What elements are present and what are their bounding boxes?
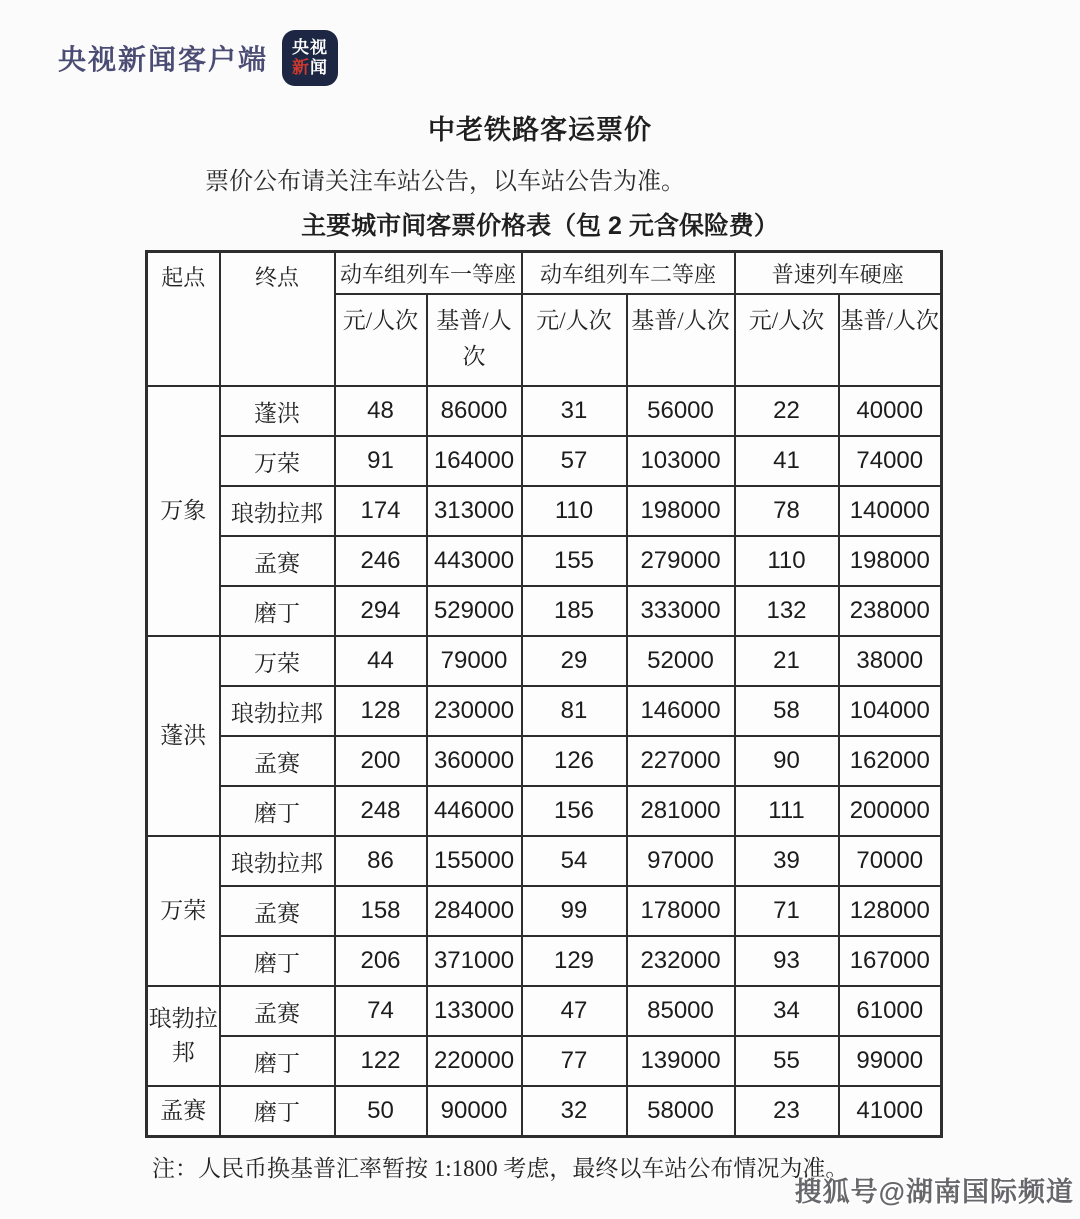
table-row [147,686,942,736]
col-header-origin: 起点 [147,252,220,387]
fare-value-cell: 200 [335,736,427,786]
fare-table-body [147,386,942,1136]
fare-value-cell: 162000 [839,736,942,786]
origin-cell: 万象 [147,386,220,636]
table-row [147,1086,942,1136]
fare-value-cell: 156 [522,786,627,836]
col-group-regular-hard-seat: 普速列车硬座 [735,252,942,295]
watermark: 搜狐号@湖南国际频道 [794,1177,1074,1207]
destination-cell: 琅勃拉邦 [220,836,335,886]
fare-value-cell: 294 [335,586,427,636]
col-header-destination: 终点 [220,252,335,387]
fare-value-cell: 126 [522,736,627,786]
fare-value-cell: 71 [735,886,839,936]
fare-value-cell: 140000 [839,486,942,536]
unit-header-kip-1: 基普/人次 [427,294,522,386]
footnote: 注：人民币换基普汇率暂按 1:1800 考虑，最终以车站公布情况为准。 [152,1155,849,1181]
fare-value-cell: 158 [335,886,427,936]
cctv-news-app-icon [282,30,338,86]
unit-header-kip-3: 基普/人次 [839,294,942,386]
app-icon-line1: 央视 [292,38,329,58]
fare-value-cell: 139000 [627,1036,735,1086]
table-row [147,986,942,1036]
fare-value-cell: 110 [735,536,839,586]
fare-value-cell: 446000 [427,786,522,836]
fare-value-cell: 248 [335,786,427,836]
fare-value-cell: 443000 [427,536,522,586]
table-header-row-1 [147,252,942,295]
fare-value-cell: 128000 [839,886,942,936]
fare-value-cell: 74000 [839,436,942,486]
app-icon-char-xin: 新 [292,58,311,77]
destination-cell: 磨丁 [220,1036,335,1086]
fare-value-cell: 41 [735,436,839,486]
fare-value-cell: 185 [522,586,627,636]
fare-value-cell: 360000 [427,736,522,786]
fare-value-cell: 99000 [839,1036,942,1086]
notice-text: 票价公布请关注车站公告，以车站公告为准。 [205,169,685,195]
fare-value-cell: 167000 [839,936,942,986]
fare-value-cell: 93 [735,936,839,986]
fare-value-cell: 155 [522,536,627,586]
fare-value-cell: 23 [735,1086,839,1136]
unit-header-yuan-2: 元/人次 [522,294,627,386]
fare-value-cell: 38000 [839,636,942,686]
fare-value-cell: 110 [522,486,627,536]
fare-value-cell: 34 [735,986,839,1036]
fare-value-cell: 313000 [427,486,522,536]
fare-value-cell: 279000 [627,536,735,586]
fare-table [145,250,943,1138]
fare-value-cell: 54 [522,836,627,886]
fare-value-cell: 128 [335,686,427,736]
fare-value-cell: 31 [522,386,627,436]
fare-value-cell: 132 [735,586,839,636]
fare-value-cell: 41000 [839,1086,942,1136]
table-row [147,636,942,686]
destination-cell: 万荣 [220,436,335,486]
destination-cell: 蓬洪 [220,386,335,436]
origin-cell: 万荣 [147,836,220,986]
fare-value-cell: 122 [335,1036,427,1086]
table-row [147,436,942,486]
destination-cell: 磨丁 [220,786,335,836]
fare-value-cell: 103000 [627,436,735,486]
fare-value-cell: 44 [335,636,427,686]
fare-value-cell: 281000 [627,786,735,836]
fare-value-cell: 58000 [627,1086,735,1136]
fare-value-cell: 90 [735,736,839,786]
unit-header-kip-2: 基普/人次 [627,294,735,386]
fare-value-cell: 85000 [627,986,735,1036]
fare-value-cell: 333000 [627,586,735,636]
table-row [147,936,942,986]
table-row [147,786,942,836]
origin-cell: 孟赛 [147,1086,220,1136]
fare-value-cell: 70000 [839,836,942,886]
table-row [147,486,942,536]
fare-value-cell: 220000 [427,1036,522,1086]
fare-value-cell: 56000 [627,386,735,436]
destination-cell: 孟赛 [220,536,335,586]
fare-value-cell: 57 [522,436,627,486]
fare-value-cell: 21 [735,636,839,686]
origin-cell: 琅勃拉邦 [147,986,220,1086]
fare-value-cell: 111 [735,786,839,836]
fare-value-cell: 230000 [427,686,522,736]
destination-cell: 磨丁 [220,936,335,986]
fare-value-cell: 47 [522,986,627,1036]
fare-value-cell: 198000 [839,536,942,586]
destination-cell: 磨丁 [220,586,335,636]
destination-cell: 孟赛 [220,886,335,936]
fare-value-cell: 91 [335,436,427,486]
table-row [147,386,942,436]
fare-value-cell: 164000 [427,436,522,486]
app-icon-line2 [292,58,328,78]
destination-cell: 孟赛 [220,986,335,1036]
fare-value-cell: 86000 [427,386,522,436]
col-group-emu-second-class: 动车组列车二等座 [522,252,735,295]
fare-value-cell: 232000 [627,936,735,986]
table-row [147,886,942,936]
destination-cell: 琅勃拉邦 [220,686,335,736]
table-row [147,536,942,586]
page-title: 中老铁路客运票价 [428,115,652,145]
fare-value-cell: 78 [735,486,839,536]
fare-value-cell: 74 [335,986,427,1036]
fare-value-cell: 99 [522,886,627,936]
document-body [0,108,1080,1183]
brand-header [0,0,1080,86]
fare-value-cell: 129 [522,936,627,986]
fare-value-cell: 200000 [839,786,942,836]
fare-value-cell: 55 [735,1036,839,1086]
fare-value-cell: 39 [735,836,839,886]
fare-value-cell: 40000 [839,386,942,436]
fare-value-cell: 284000 [427,886,522,936]
destination-cell: 磨丁 [220,1086,335,1136]
destination-cell: 万荣 [220,636,335,686]
fare-value-cell: 48 [335,386,427,436]
fare-value-cell: 529000 [427,586,522,636]
fare-value-cell: 227000 [627,736,735,786]
fare-value-cell: 206 [335,936,427,986]
fare-value-cell: 52000 [627,636,735,686]
destination-cell: 孟赛 [220,736,335,786]
fare-value-cell: 77 [522,1036,627,1086]
fare-value-cell: 50 [335,1086,427,1136]
fare-value-cell: 61000 [839,986,942,1036]
fare-value-cell: 371000 [427,936,522,986]
fare-value-cell: 104000 [839,686,942,736]
fare-value-cell: 32 [522,1086,627,1136]
fare-value-cell: 29 [522,636,627,686]
fare-value-cell: 86 [335,836,427,886]
fare-value-cell: 146000 [627,686,735,736]
table-title: 主要城市间客票价格表（包 2 元含保险费） [301,212,779,240]
table-row [147,586,942,636]
table-row [147,1036,942,1086]
table-row [147,736,942,786]
fare-value-cell: 97000 [627,836,735,886]
fare-value-cell: 198000 [627,486,735,536]
fare-value-cell: 81 [522,686,627,736]
fare-value-cell: 58 [735,686,839,736]
fare-value-cell: 246 [335,536,427,586]
unit-header-yuan-1: 元/人次 [335,294,427,386]
app-icon-char-wen: 闻 [310,58,329,77]
fare-value-cell: 178000 [627,886,735,936]
fare-value-cell: 174 [335,486,427,536]
fare-value-cell: 155000 [427,836,522,886]
app-logo-text: 央视新闻客户端 [58,44,269,75]
fare-value-cell: 133000 [427,986,522,1036]
fare-value-cell: 79000 [427,636,522,686]
destination-cell: 琅勃拉邦 [220,486,335,536]
table-row [147,836,942,886]
fare-value-cell: 238000 [839,586,942,636]
origin-cell: 蓬洪 [147,636,220,836]
fare-value-cell: 22 [735,386,839,436]
unit-header-yuan-3: 元/人次 [735,294,839,386]
col-group-emu-first-class: 动车组列车一等座 [335,252,522,295]
fare-value-cell: 90000 [427,1086,522,1136]
